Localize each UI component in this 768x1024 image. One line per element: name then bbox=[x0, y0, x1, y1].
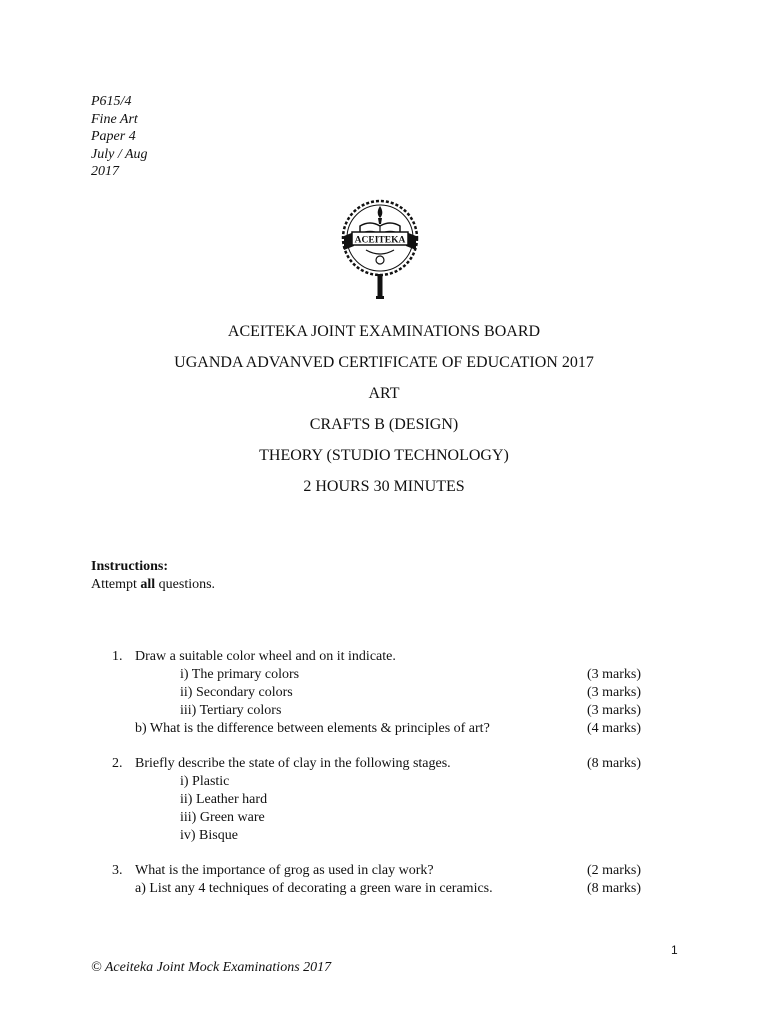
question-2-item: iii) Green ware bbox=[180, 810, 265, 825]
question-1-item: i) The primary colors bbox=[180, 667, 300, 682]
paper-code: P615/4 bbox=[91, 94, 132, 109]
marks-label: (2 marks) bbox=[587, 863, 642, 878]
crafts-title: CRAFTS B (DESIGN) bbox=[309, 416, 459, 433]
paper-number: Paper 4 bbox=[91, 129, 136, 144]
copyright-footer: © Aceiteka Joint Mock Examinations 2017 bbox=[91, 960, 332, 975]
question-2-number: 2. bbox=[112, 756, 123, 771]
certificate-name: UGANDA ADVANVED CERTIFICATE OF EDUCATION 2017 bbox=[174, 354, 594, 371]
question-1-item: iii) Tertiary colors bbox=[180, 703, 282, 718]
question-3a-text: a) List any 4 techniques of decorating a green ware in ceramics. bbox=[135, 881, 493, 896]
exam-title-block bbox=[0, 321, 768, 507]
question-3-text: What is the importance of grog as used in clay work? bbox=[135, 863, 434, 878]
instructions-text: Attempt all questions. bbox=[91, 577, 216, 592]
question-2-item: i) Plastic bbox=[180, 774, 230, 789]
paper-subject: Fine Art bbox=[91, 111, 138, 127]
instructions-label: Instructions: bbox=[91, 559, 169, 574]
theory-title: THEORY (STUDIO TECHNOLOGY) bbox=[259, 447, 509, 464]
paper-period: July / Aug bbox=[91, 146, 148, 162]
marks-label: (8 marks) bbox=[587, 881, 642, 896]
marks-label: (3 marks) bbox=[587, 703, 642, 718]
duration: 2 HOURS 30 MINUTES bbox=[303, 478, 465, 495]
question-2-item: ii) Leather hard bbox=[180, 792, 268, 807]
marks-label: (3 marks) bbox=[587, 685, 642, 700]
instructions bbox=[91, 558, 215, 594]
logo-text: ACEITEKA bbox=[354, 235, 406, 246]
board-name: ACEITEKA JOINT EXAMINATIONS BOARD bbox=[227, 323, 541, 340]
question-1-number: 1. bbox=[112, 649, 123, 664]
marks-label: (3 marks) bbox=[587, 667, 642, 682]
question-2-text: Briefly describe the state of clay in the following stages. bbox=[135, 756, 451, 771]
aceiteka-logo bbox=[338, 196, 422, 304]
instructions-emphasis: all bbox=[140, 577, 156, 592]
question-1-text: Draw a suitable color wheel and on it indicate. bbox=[135, 649, 396, 664]
paper-year: 2017 bbox=[91, 164, 119, 179]
question-2-item: iv) Bisque bbox=[180, 828, 238, 843]
subject-name: ART bbox=[368, 385, 400, 402]
page-number: 1 bbox=[671, 943, 678, 957]
marks-label: (8 marks) bbox=[587, 756, 642, 771]
question-3-number: 3. bbox=[112, 863, 123, 878]
marks-label: (4 marks) bbox=[587, 721, 642, 736]
question-1-item: ii) Secondary colors bbox=[180, 685, 293, 700]
question-1b-text: b) What is the difference between elements & principles of art? bbox=[135, 721, 490, 736]
paper-header bbox=[91, 93, 148, 181]
